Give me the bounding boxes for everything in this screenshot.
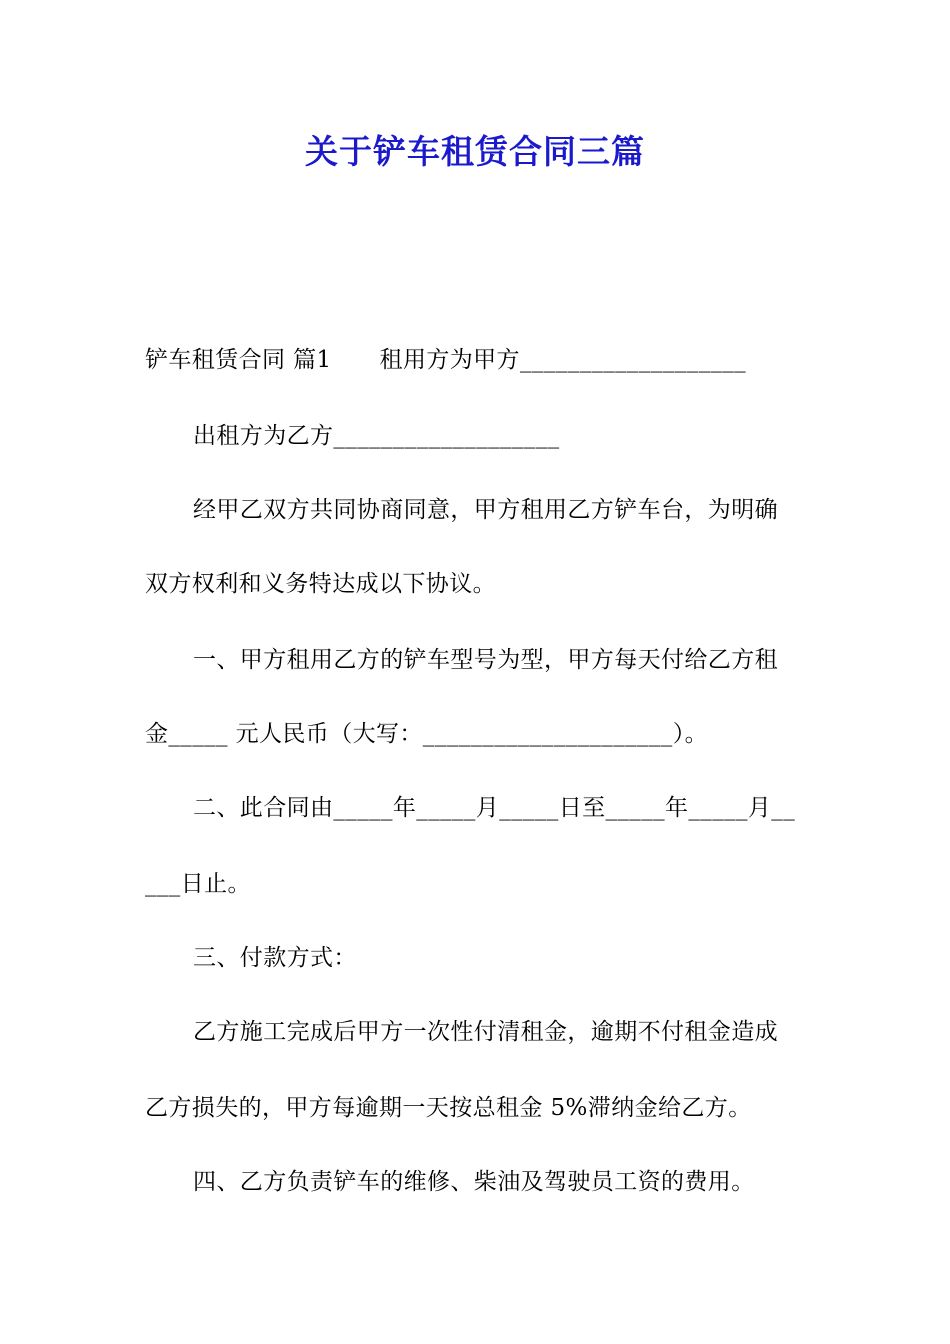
paragraph-line-4: 双方权利和义务特达成以下协议。 bbox=[145, 571, 496, 597]
paragraph-line-1 bbox=[145, 342, 845, 378]
paragraph-line-8: ___日止。 bbox=[145, 871, 251, 897]
paragraph-line-10: 乙方施工完成后甲方一次性付清租金，逾期不付租金造成 bbox=[193, 1019, 778, 1045]
lessee-line: 租用方为甲方___________________ bbox=[379, 347, 747, 373]
document-title: 关于铲车租赁合同三篇 bbox=[305, 132, 645, 171]
paragraph-line-2: 出租方为乙方___________________ bbox=[193, 423, 560, 449]
paragraph-line-3: 经甲乙双方共同协商同意，甲方租用乙方铲车台，为明确 bbox=[193, 497, 778, 523]
section-heading: 铲车租赁合同 篇1 bbox=[145, 347, 332, 373]
paragraph-line-9: 三、付款方式： bbox=[193, 945, 357, 971]
paragraph-line-6: 金_____ 元人民币（大写：_____________________）。 bbox=[145, 721, 709, 747]
paragraph-line-12: 四、乙方负责铲车的维修、柴油及驾驶员工资的费用。 bbox=[193, 1169, 755, 1195]
paragraph-line-5: 一、甲方租用乙方的铲车型号为型，甲方每天付给乙方租 bbox=[193, 647, 778, 673]
paragraph-line-11: 乙方损失的，甲方每逾期一天按总租金 5%滞纳金给乙方。 bbox=[145, 1095, 752, 1121]
paragraph-line-7: 二、此合同由_____年_____月_____日至_____年_____月__ bbox=[193, 795, 796, 821]
